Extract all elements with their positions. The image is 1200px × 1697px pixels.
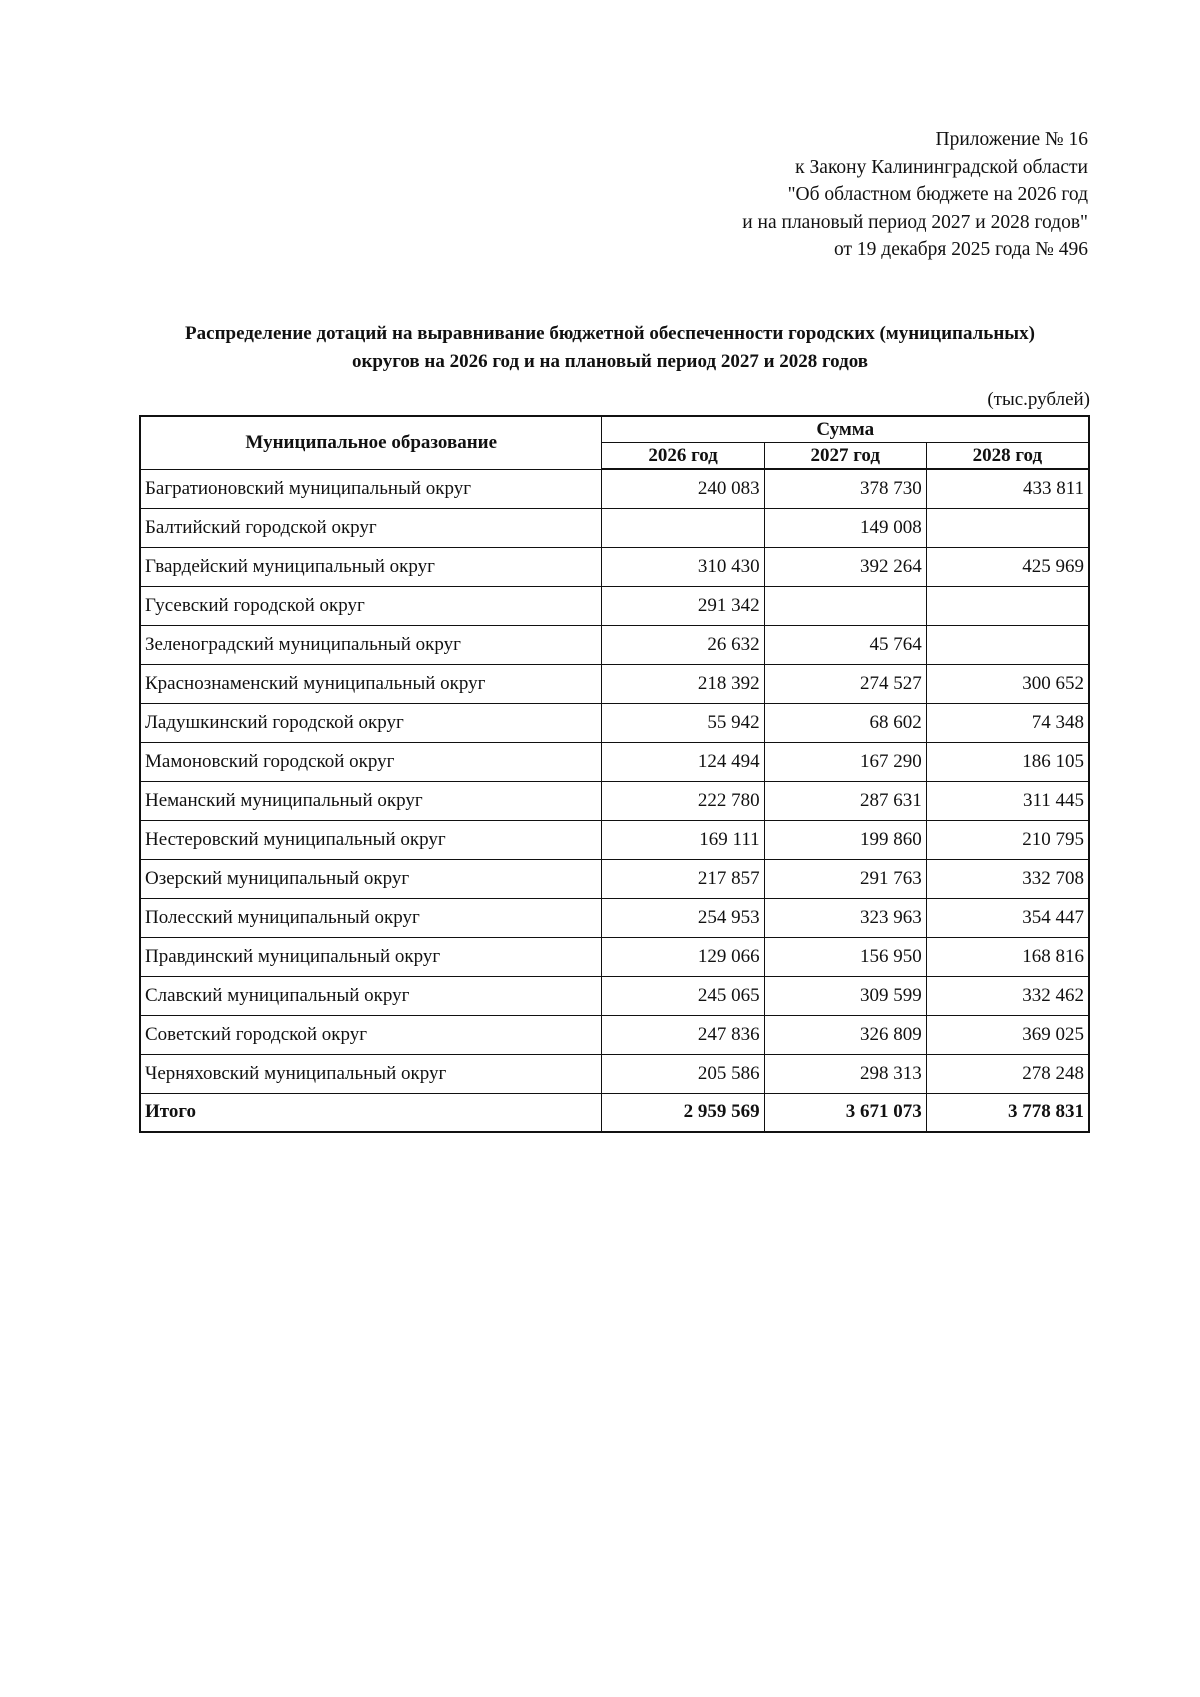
row-value-2027: 323 963 [764,898,926,937]
row-name: Зеленоградский муниципальный округ [140,625,602,664]
table-row [140,547,1089,586]
row-name: Озерский муниципальный округ [140,859,602,898]
row-value-2026: 218 392 [602,664,764,703]
table-row [140,781,1089,820]
row-value-2028: 278 248 [926,1054,1089,1093]
row-value-2028: 168 816 [926,937,1089,976]
row-name: Черняховский муниципальный округ [140,1054,602,1093]
row-value-2028: 433 811 [926,469,1089,508]
row-name: Гвардейский муниципальный округ [140,547,602,586]
row-value-2028: 74 348 [926,703,1089,742]
row-value-2028: 354 447 [926,898,1089,937]
row-name: Балтийский городской округ [140,508,602,547]
row-name: Ладушкинский городской округ [140,703,602,742]
row-value-2028: 311 445 [926,781,1089,820]
title-line-1: Распределение дотаций на выравнивание бюджетной обеспеченности городских (муниципальных) [185,323,1035,344]
total-row [140,1093,1089,1132]
row-value-2026: 254 953 [602,898,764,937]
row-value-2027: 291 763 [764,859,926,898]
row-name: Багратионовский муниципальный округ [140,469,602,508]
row-value-2026: 240 083 [602,469,764,508]
row-value-2026: 222 780 [602,781,764,820]
table-row [140,625,1089,664]
row-value-2028: 300 652 [926,664,1089,703]
row-value-2027: 378 730 [764,469,926,508]
row-value-2027: 392 264 [764,547,926,586]
row-value-2026 [602,508,764,547]
table-row [140,859,1089,898]
row-name: Нестеровский муниципальный округ [140,820,602,859]
row-value-2027: 199 860 [764,820,926,859]
row-value-2026: 26 632 [602,625,764,664]
row-value-2028 [926,586,1089,625]
row-value-2026: 124 494 [602,742,764,781]
table-row [140,703,1089,742]
table-row [140,937,1089,976]
row-name: Гусевский городской округ [140,586,602,625]
total-value-2027: 3 671 073 [764,1093,926,1132]
row-value-2028: 332 708 [926,859,1089,898]
row-value-2028 [926,625,1089,664]
row-name: Полесский муниципальный округ [140,898,602,937]
title-line-2: округов на 2026 год и на плановый период 2027 и 2028 годов [351,351,869,372]
header-year-2028: 2028 год [926,443,1089,470]
row-value-2028: 186 105 [926,742,1089,781]
row-name: Мамоновский городской округ [140,742,602,781]
row-value-2027: 167 290 [764,742,926,781]
row-value-2026: 245 065 [602,976,764,1015]
row-value-2027: 68 602 [764,703,926,742]
row-name: Краснознаменский муниципальный округ [140,664,602,703]
row-value-2026: 247 836 [602,1015,764,1054]
row-value-2026: 291 342 [602,586,764,625]
document-title [130,320,1090,376]
header-municipality: Муниципальное образование [140,416,602,469]
table-row [140,1015,1089,1054]
row-name: Правдинский муниципальный округ [140,937,602,976]
table-row [140,586,1089,625]
row-value-2027: 156 950 [764,937,926,976]
total-label: Итого [140,1093,602,1132]
row-value-2026: 205 586 [602,1054,764,1093]
row-value-2026: 310 430 [602,547,764,586]
row-value-2027: 298 313 [764,1054,926,1093]
table-row [140,1054,1089,1093]
row-name: Неманский муниципальный округ [140,781,602,820]
appendix-line: Приложение № 16 [935,129,1088,150]
table-row [140,742,1089,781]
table-row [140,898,1089,937]
row-value-2028 [926,508,1089,547]
row-value-2028: 332 462 [926,976,1089,1015]
row-value-2027: 274 527 [764,664,926,703]
row-value-2028: 210 795 [926,820,1089,859]
appendix-line: и на плановый период 2027 и 2028 годов" [742,211,1088,233]
appendix-line: "Об областном бюджете на 2026 год [787,184,1088,205]
row-value-2026: 55 942 [602,703,764,742]
header-year-2027: 2027 год [764,443,926,470]
table-row [140,664,1089,703]
table-row [140,820,1089,859]
total-value-2026: 2 959 569 [602,1093,764,1132]
row-name: Советский городской округ [140,1015,602,1054]
table-row [140,508,1089,547]
row-value-2026: 217 857 [602,859,764,898]
subsidies-table [139,415,1090,1133]
row-value-2028: 369 025 [926,1015,1089,1054]
row-value-2027 [764,586,926,625]
row-value-2026: 129 066 [602,937,764,976]
row-value-2027: 45 764 [764,625,926,664]
header-sum: Сумма [602,416,1089,443]
units-label: (тыс.рублей) [987,389,1090,410]
table-header [140,416,1089,469]
row-value-2026: 169 111 [602,820,764,859]
row-value-2027: 326 809 [764,1015,926,1054]
row-value-2027: 149 008 [764,508,926,547]
table-body [140,469,1089,1132]
appendix-line: от 19 декабря 2025 года № 496 [834,239,1088,260]
appendix-line: к Закону Калининградской области [795,156,1088,178]
appendix-header [742,126,1088,264]
row-value-2027: 309 599 [764,976,926,1015]
total-value-2028: 3 778 831 [926,1093,1089,1132]
table-row [140,976,1089,1015]
row-value-2028: 425 969 [926,547,1089,586]
row-name: Славский муниципальный округ [140,976,602,1015]
header-year-2026: 2026 год [602,443,764,470]
table-row [140,469,1089,508]
row-value-2027: 287 631 [764,781,926,820]
